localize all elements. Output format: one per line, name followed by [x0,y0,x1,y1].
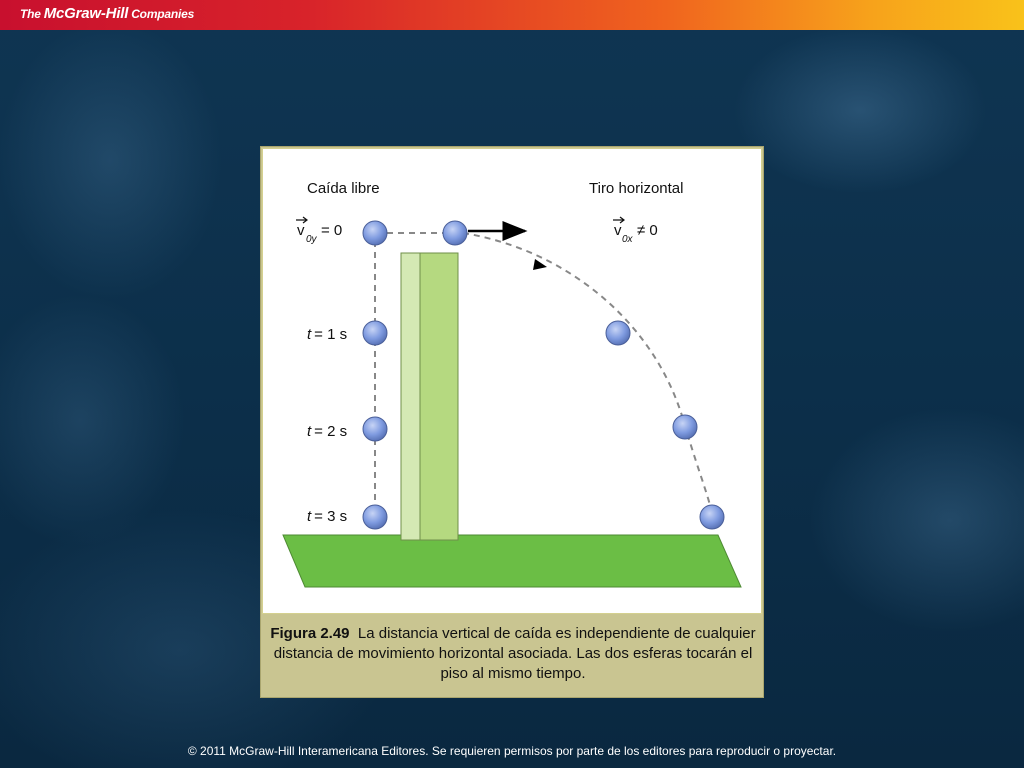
projectile-ball-t2 [673,415,697,439]
time-var-3: t [307,508,312,525]
time-value-1: = 1 s [314,326,348,343]
header-bar [0,0,1024,30]
trajectory-path [463,233,711,509]
left-title: Caída libre [307,180,380,197]
copyright-footer: © 2011 McGraw-Hill Interamericana Editores. Se requieren permisos por parte de los editores para reproducir o proyectar. [187,744,837,758]
brand-companies: Companies [131,7,195,21]
time-value-3: = 3 s [314,508,348,525]
projectile-ball-t0 [443,221,467,245]
brand-name: McGraw-Hill [43,5,129,22]
time-value-2: = 2 s [314,423,348,440]
freefall-ball-t2 [363,417,387,441]
time-var-1: t [307,326,312,343]
right-velocity-sub: 0x [622,234,633,245]
building-front-face [420,253,458,540]
time-label-3 [307,508,347,525]
figure-caption [270,624,756,684]
right-velocity-symbol: v [614,222,622,239]
freefall-ball-t1 [363,321,387,345]
freefall-ball-t3 [363,505,387,529]
brand-logo [20,5,194,22]
time-label-1 [307,326,347,343]
trajectory-arrow-icon [533,259,547,270]
caption-text: La distancia vertical de caída es independiente de cualquier distancia de movimiento horizontal asociada. Las dos esferas tocarán el piso al mismo tiempo. [273,625,756,682]
figure-box [262,148,762,614]
left-velocity-symbol: v [297,222,305,239]
brand-the: The [20,7,41,21]
freefall-ball-t0 [363,221,387,245]
projectile-diagram [263,149,761,613]
time-var-2: t [307,423,312,440]
ground [283,535,741,587]
caption-label: Figura 2.49 [270,625,350,642]
right-velocity-rel: ≠ 0 [637,222,658,239]
projectile-ball-t1 [606,321,630,345]
right-title: Tiro horizontal [589,180,684,197]
building-left-face [401,253,421,540]
left-velocity-rel: = 0 [321,222,343,239]
projectile-ball-t3 [700,505,724,529]
left-velocity-sub: 0y [306,234,317,245]
time-label-2 [307,423,347,440]
